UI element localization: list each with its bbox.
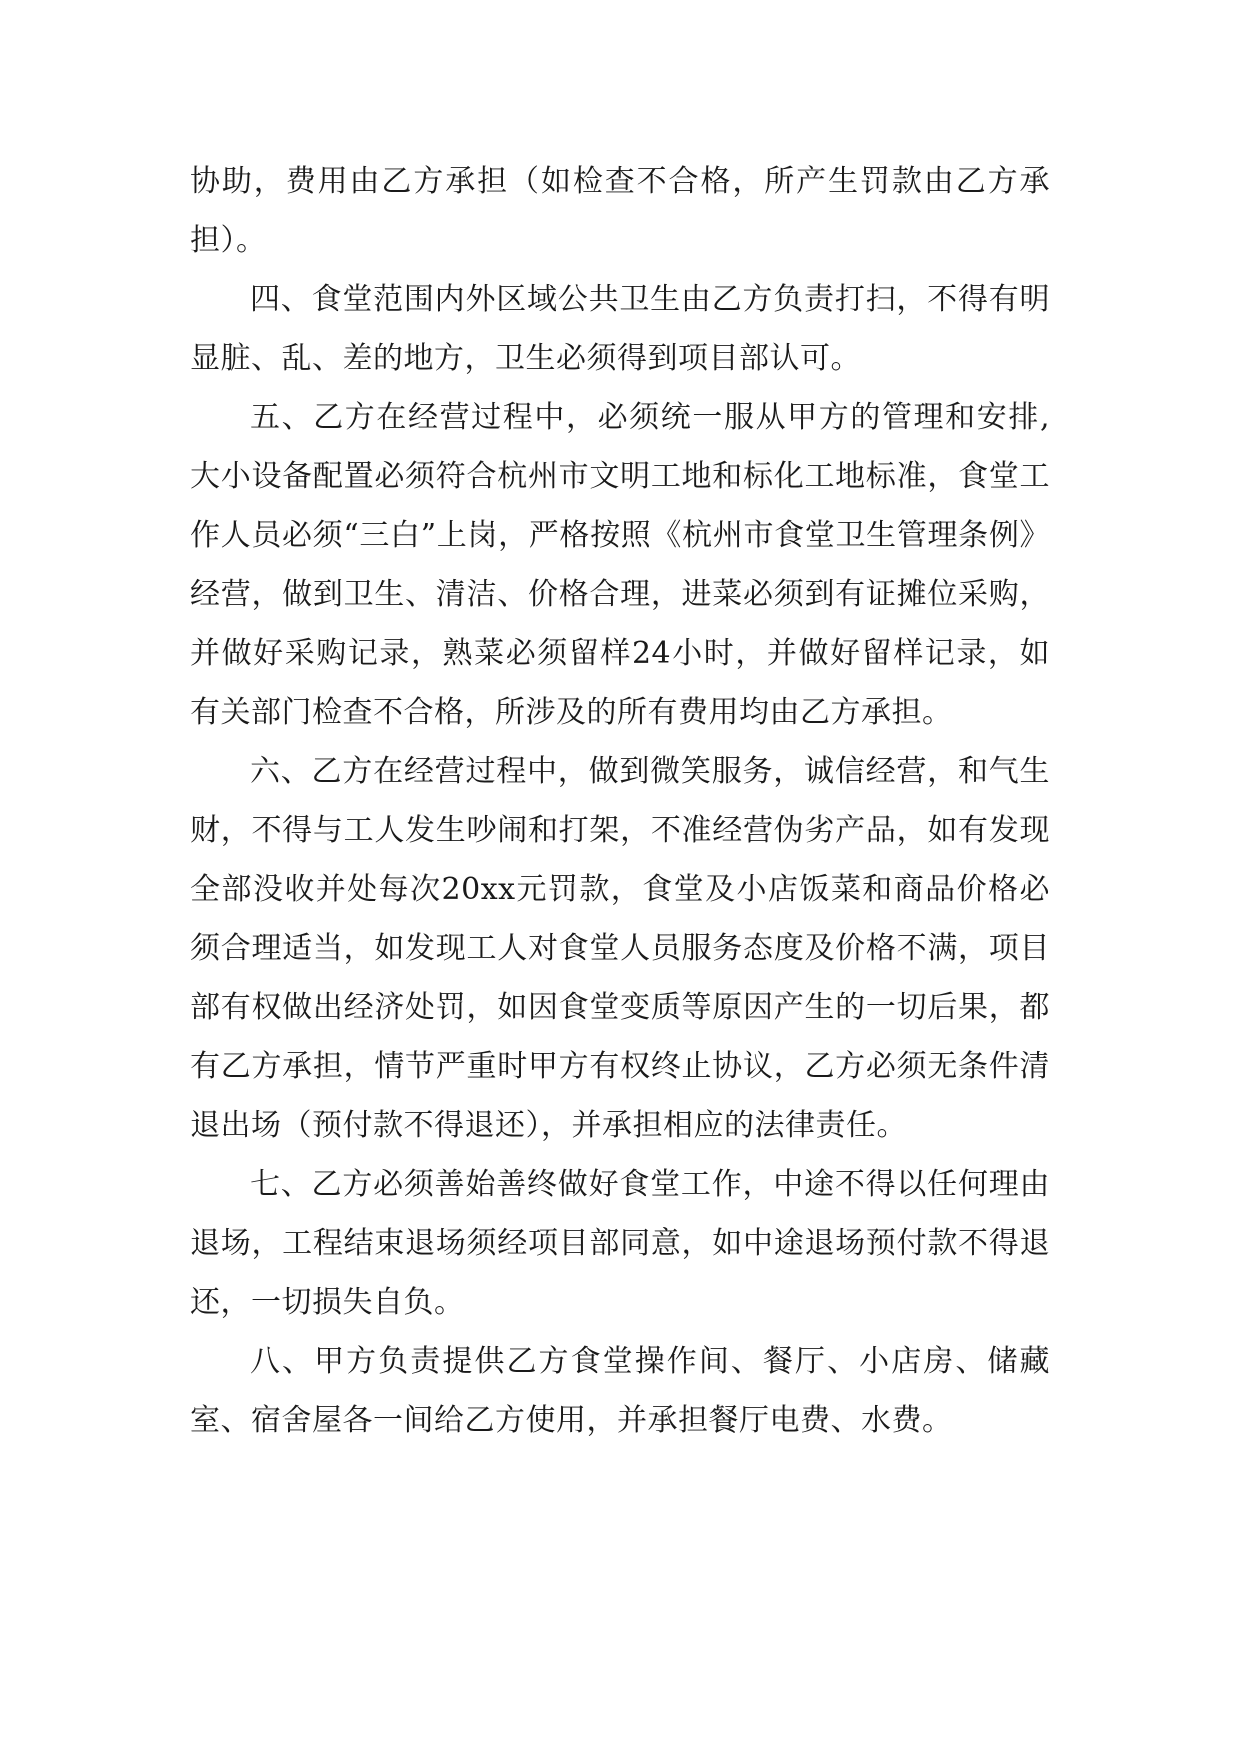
paragraph-clause-6: 六、乙方在经营过程中，做到微笑服务，诚信经营，和气生财，不得与工人发生吵闹和打架，不准经营伪劣产品，如有发现全部没收并处每次20xx元罚款，食堂及小店饭菜和商品价格必须合理适当，如发现工人对食堂人员服务态度及价格不满，项目部有权做出经济处罚，如因食堂变质等原因产生的一切后果，都有乙方承担，情节严重时甲方有权终止协议，乙方必须无条件清退出场（预付款不得退还），并承担相应的法律责任。 xyxy=(190,754,1050,1143)
paragraph-clause-4: 四、食堂范围内外区域公共卫生由乙方负责打扫，不得有明显脏、乱、差的地方，卫生必须得到项目部认可。 xyxy=(190,282,1050,376)
document-body xyxy=(190,152,1050,1450)
paragraph-clause-5: 五、乙方在经营过程中，必须统一服从甲方的管理和安排,大小设备配置必须符合杭州市文明工地和标化工地标准，食堂工作人员必须“三白”上岗，严格按照《杭州市食堂卫生管理条例》经营，做到卫生、清洁、价格合理，进菜必须到有证摊位采购，并做好采购记录，熟菜必须留样24小时，并做好留样记录，如有关部门检查不合格，所涉及的所有费用均由乙方承担。 xyxy=(190,400,1050,730)
paragraph-clause-7: 七、乙方必须善始善终做好食堂工作，中途不得以任何理由退场，工程结束退场须经项目部同意，如中途退场预付款不得退还，一切损失自负。 xyxy=(190,1167,1050,1320)
paragraph-clause-8: 八、甲方负责提供乙方食堂操作间、餐厅、小店房、储藏室、宿舍屋各一间给乙方使用，并承担餐厅电费、水费。 xyxy=(190,1344,1050,1438)
paragraph-continued: 协助，费用由乙方承担（如检查不合格，所产生罚款由乙方承担）。 xyxy=(190,164,1050,258)
